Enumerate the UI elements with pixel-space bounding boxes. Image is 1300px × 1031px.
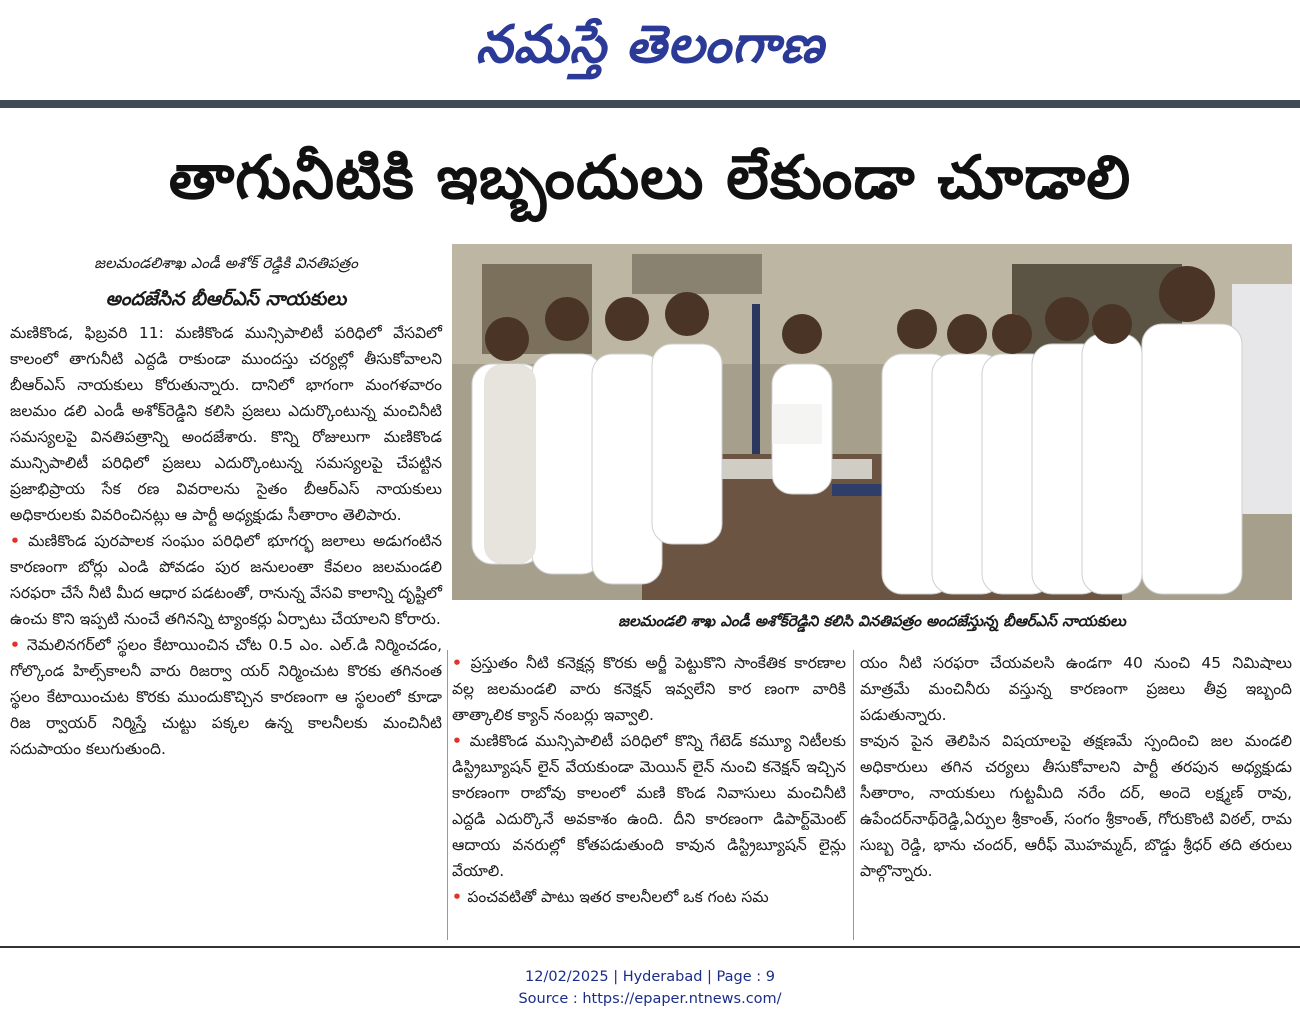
bullet-icon: • xyxy=(10,532,29,550)
right-column xyxy=(860,650,1292,920)
middle-column xyxy=(452,650,846,920)
paragraph-bullet xyxy=(10,632,442,762)
newspaper-logo: నమస్తే తెలంగాణ xyxy=(475,14,825,75)
paragraph-text: మణికొండ మున్సిపాలిటీ పరిధిలో కొన్ని గేటెడ్ కమ్యూ నిటీలకు డిస్ట్రిబ్యూషన్ లైన్ వేయకుండా మెయిన్ లైన్ నుంచి కనెక్షన్ ఇచ్చిన కారణంగా రాబోవు కాలంలో మణి కొండ నివాసులు మంచినీటి ఎద్దడి ఎదుర్కొనే అవకాశం ఉంది. దీని కారణంగా డిపార్ట్‌మెంట్ ఆదాయ వనరుల్లో కోతపడుతుంది కావున డిస్ట్రిబ్యూషన్ లైన్లు వేయాలి. xyxy=(452,732,846,880)
column-divider xyxy=(853,650,854,940)
bullet-icon: • xyxy=(452,732,470,750)
paragraph-continued: యం నీటి సరఫరా చేయవలసి ఉండగా 40 నుంచి 45 నిమిషాలు మాత్రమే మంచినీరు వస్తున్న కారణంగా ప్రజలు తీవ్ర ఇబ్బంది పడుతున్నారు. xyxy=(860,654,1292,724)
footer-source-link[interactable]: Source : https://epaper.ntnews.com/ xyxy=(518,991,782,1007)
news-photo-illustration xyxy=(452,244,1292,600)
bullet-icon: • xyxy=(452,654,471,672)
bullet-icon: • xyxy=(452,888,468,906)
footer-date-page: 12/02/2025 | Hyderabad | Page : 9 xyxy=(525,969,775,985)
paragraph-closing: కావున పైన తెలిపిన విషయాలపై తక్షణమే స్పందించి జల మండలి అధికారులు తగిన చర్యలు తీసుకోవాలని పార్టీ తరపున అధ్యక్షుడు సీతారాం, నాయకులు గుట్టమీది నరేం దర్, అందె లక్ష్మణ్ రావు, ఉపేందర్‌నాథ్‌రెడ్డి,ఏర్పుల శ్రీకాంత్, సంగం శ్రీకాంత్, గోరుకొంటి విఠల్, రామ సుబ్బ రెడ్డి, భాను చందర్, ఆరీఫ్ మొహమ్మద్, బొడ్డు శ్రీధర్ తది తరులు పాల్గొన్నారు. xyxy=(860,732,1292,880)
left-column xyxy=(10,248,442,918)
paragraph-text: పంచవటితో పాటు ఇతర కాలనీలలో ఒక గంట సమ xyxy=(467,888,769,906)
paragraph-bullet xyxy=(452,728,846,884)
paragraph-bullet xyxy=(452,650,846,728)
column-divider xyxy=(447,650,448,940)
bullet-icon: • xyxy=(10,636,27,654)
paragraph-bullet xyxy=(10,528,442,632)
news-photo xyxy=(452,244,1292,600)
footer-rule xyxy=(0,946,1300,948)
paragraph-intro: మణికొండ, ఫిబ్రవరి 11: మణికొండ మున్సిపాలిటీ పరిధిలో వేసవిలో కాలంలో తాగునీటి ఎద్దడి రాకుండా ముందస్తు చర్యల్లో తీసుకోవాలని బీఆర్ఎస్ నాయకులు కోరుతున్నారు. దానిలో భాగంగా మంగళవారం జలమం డలి ఎండీ అశోక్‌రెడ్డిని కలిసి ప్రజలు ఎదుర్కొంటున్న మంచినీటి సమస్యలపై వినతిపత్రాన్ని అందజేశారు. కొన్ని రోజులుగా మణికొండ మున్సిపాలిటీ పరిధిలో ప్రజలు ఎదుర్కొంటున్న సమస్యలపై చేపట్టిన ప్రజాభిప్రాయ సేక రణ వివరాలను సైతం బీఆర్ఎస్ నాయకులు అధికారులకు వివరించినట్లు ఆ పార్టీ అధ్యక్షుడు సీతారాం తెలిపారు. xyxy=(10,324,442,524)
paragraph-bullet xyxy=(452,884,846,910)
paragraph-text: నెమలినగర్‌లో స్థలం కేటాయించిన చోట 0.5 ఎం. ఎల్.డి నిర్మించడం, గోల్కొండ హిల్స్‌కాలనీ వారు రిజర్వా యర్ నిర్మించుట కొరకు తగినంత స్థలం కేటాయించుట కొరకు ముందుకొచ్చిన కారణంగా ఆ స్థలంలో కూడా రిజ ర్వాయర్ నిర్మిస్తే చుట్టు పక్కల ఉన్న కాలనీలకు మంచినీటి సదుపాయం కలుగుతుంది. xyxy=(10,636,442,758)
paragraph-text: మణికొండ పురపాలక సంఘం పరిధిలో భూగర్భ జలాలు అడుగంటిన కారణంగా బోర్లు ఎండి పోవడం పుర జనులంతా కేవలం జలమండలి సరఫరా చేసే నీటి మీద ఆధార పడటంతో, రానున్న వేసవి కాలాన్ని దృష్టిలో ఉంచు కొని ఇప్పటి నుంచే తగినన్ని ట్యాంకర్లు ఏర్పాటు చేయాలని కోరారు. xyxy=(10,532,442,628)
subheadline-2: అందజేసిన బీఆర్ఎస్ నాయకులు xyxy=(105,288,347,310)
paragraph-text: ప్రస్తుతం నీటి కనెక్షన్ల కొరకు అర్జీ పెట్టుకొని సాంకేతిక కారణాల వల్ల జలమండలి వారు కనెక్షన్ ఇవ్వలేని కార ణంగా వారికి తాత్కాలిక క్యాన్ నంబర్లు ఇవ్వాలి. xyxy=(452,654,846,724)
subheadline-1: జలమండలిశాఖ ఎండీ అశోక్ రెడ్డికి వినతిపత్రం xyxy=(94,254,358,272)
article-headline: తాగునీటికి ఇబ్బందులు లేకుండా చూడాలి xyxy=(168,143,1132,213)
photo-caption: జలమండలి శాఖ ఎండీ అశోక్‌రెడ్డిని కలిసి వినతిపత్రం అందజేస్తున్న బీఆర్ఎస్ నాయకులు xyxy=(618,612,1126,630)
masthead xyxy=(0,0,1300,100)
masthead-rule xyxy=(0,100,1300,108)
footer xyxy=(0,966,1300,1010)
